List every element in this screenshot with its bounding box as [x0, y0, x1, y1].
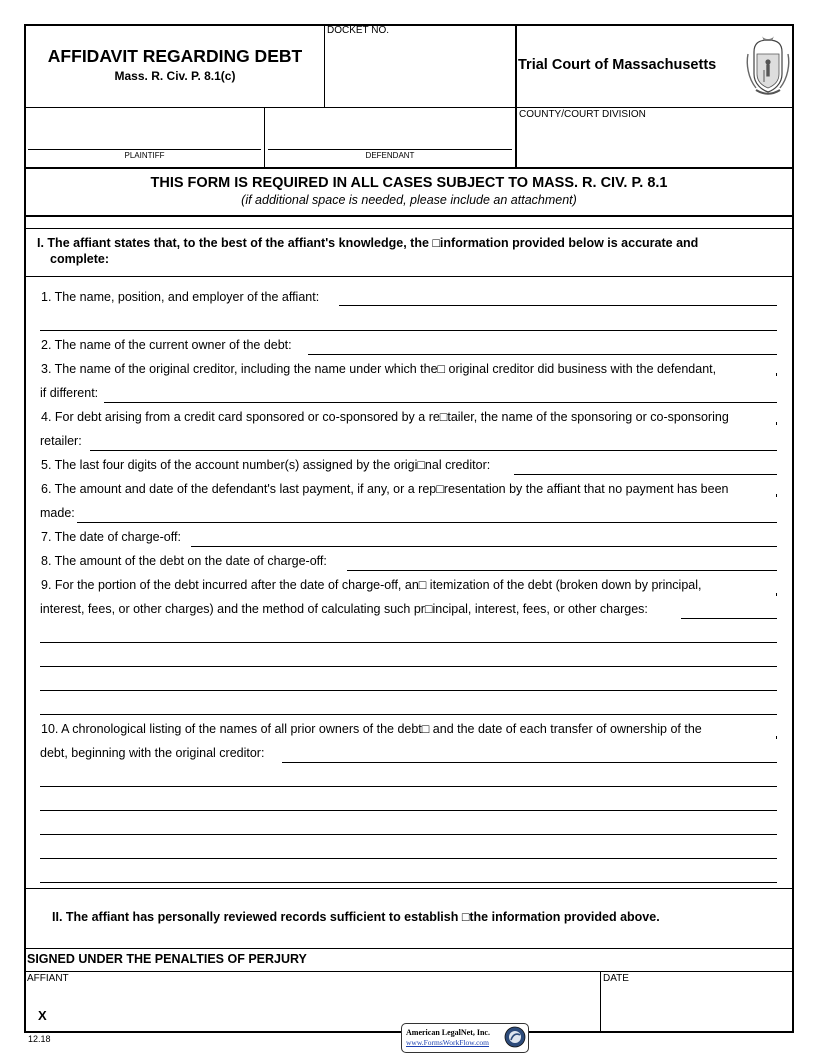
question-10-label-cont: debt, beginning with the original creditor: — [40, 746, 265, 760]
question-9-field[interactable] — [681, 618, 777, 619]
question-6-field[interactable] — [77, 522, 777, 523]
question-5-field[interactable] — [514, 474, 777, 475]
question-9-field-line-5[interactable] — [40, 714, 777, 715]
question-10-field-line-5[interactable] — [40, 858, 777, 859]
publisher-badge[interactable] — [401, 1023, 529, 1053]
affiant-signature-field[interactable] — [52, 986, 597, 1028]
question-2-label: 2. The name of the current owner of the debt: — [41, 338, 292, 352]
publisher-url: www.FormsWorkFlow.com — [406, 1038, 490, 1047]
signature-x-mark: X — [38, 1008, 47, 1023]
docket-no-label: DOCKET NO. — [327, 25, 390, 36]
notice-subtitle: (if additional space is needed, please include an attachment) — [241, 193, 577, 207]
form-title: AFFIDAVIT REGARDING DEBT — [47, 46, 303, 66]
question-5-label: 5. The last four digits of the account number(s) assigned by the origi□nal creditor: — [41, 458, 491, 472]
form-code: 12.18 — [28, 1034, 51, 1044]
county-court-division-field[interactable] — [518, 122, 790, 166]
question-9-label: 9. For the portion of the debt incurred after the date of charge-off, an□ itemization of the debt (broken down by principal, — [41, 578, 702, 592]
question-1-label: 1. The name, position, and employer of the affiant: — [41, 290, 320, 304]
question-9-field-line-2[interactable] — [40, 642, 777, 643]
question-10-field-line-2[interactable] — [40, 786, 777, 787]
question-6-label-cont: made: — [40, 506, 75, 520]
form-border-top — [24, 24, 794, 26]
date-field[interactable] — [602, 986, 790, 1028]
question-4-field[interactable] — [90, 450, 777, 451]
question-6-label: 6. The amount and date of the defendant's last payment, if any, or a rep□resentation by the affiant that no payment has been — [41, 482, 729, 496]
question-7-label: 7. The date of charge-off: — [41, 530, 181, 544]
question-10-field-line-4[interactable] — [40, 834, 777, 835]
section-1-statement-cont: complete: — [50, 252, 110, 266]
question-4-label-cont: retailer: — [40, 434, 82, 448]
publisher-name: American LegalNet, Inc. — [406, 1028, 490, 1037]
question-9-field-line-4[interactable] — [40, 690, 777, 691]
question-9-label-cont: interest, fees, or other charges) and the method of calculating such pr□incipal, interest, fees, or other charges: — [40, 602, 648, 616]
question-3-field[interactable] — [104, 402, 777, 403]
massachusetts-seal — [744, 34, 792, 96]
form-rule-citation: Mass. R. Civ. P. 8.1(c) — [114, 69, 236, 83]
question-10-label: 10. A chronological listing of the names of all prior owners of the debt□ and the date of each transfer of ownership of the — [41, 722, 702, 736]
question-10-field-line-3[interactable] — [40, 810, 777, 811]
county-court-division-label: COUNTY/COURT DIVISION — [519, 109, 646, 120]
date-label: DATE — [603, 973, 629, 984]
question-3-label: 3. The name of the original creditor, including the name under which the□ original creditor did business with the defendant, — [41, 362, 717, 376]
question-1-field[interactable] — [339, 305, 777, 306]
question-8-label: 8. The amount of the debt on the date of charge-off: — [41, 554, 327, 568]
plaintiff-label: PLAINTIFF — [124, 151, 165, 160]
publisher-logo-icon — [504, 1026, 526, 1048]
section-1-statement: I. The affiant states that, to the best of the affiant's knowledge, the □information provided below is accurate and — [37, 236, 699, 250]
defendant-label: DEFENDANT — [365, 151, 415, 160]
notice-title: THIS FORM IS REQUIRED IN ALL CASES SUBJECT TO MASS. R. CIV. P. 8.1 — [150, 175, 668, 191]
question-1-field-line-2[interactable] — [40, 330, 777, 331]
question-4-label: 4. For debt arising from a credit card sponsored or co-sponsored by a re□tailer, the name of the sponsoring or co-sponsoring — [41, 410, 729, 424]
form-border-right — [792, 24, 794, 1033]
question-2-field[interactable] — [308, 354, 777, 355]
affiant-label: AFFIANT — [27, 973, 69, 984]
court-name: Trial Court of Massachusetts — [518, 57, 717, 73]
defendant-field[interactable] — [268, 149, 512, 150]
question-8-field[interactable] — [347, 570, 777, 571]
question-10-field-line-6[interactable] — [40, 882, 777, 883]
plaintiff-field[interactable] — [28, 149, 261, 150]
docket-no-field[interactable] — [326, 38, 514, 106]
signature-heading: SIGNED UNDER THE PENALTIES OF PERJURY — [27, 952, 307, 966]
section-2-statement: II. The affiant has personally reviewed records sufficient to establish □the information provided above. — [52, 910, 660, 924]
question-7-field[interactable] — [191, 546, 777, 547]
question-10-field[interactable] — [282, 762, 777, 763]
question-9-field-line-3[interactable] — [40, 666, 777, 667]
question-3-label-cont: if different: — [40, 386, 99, 400]
